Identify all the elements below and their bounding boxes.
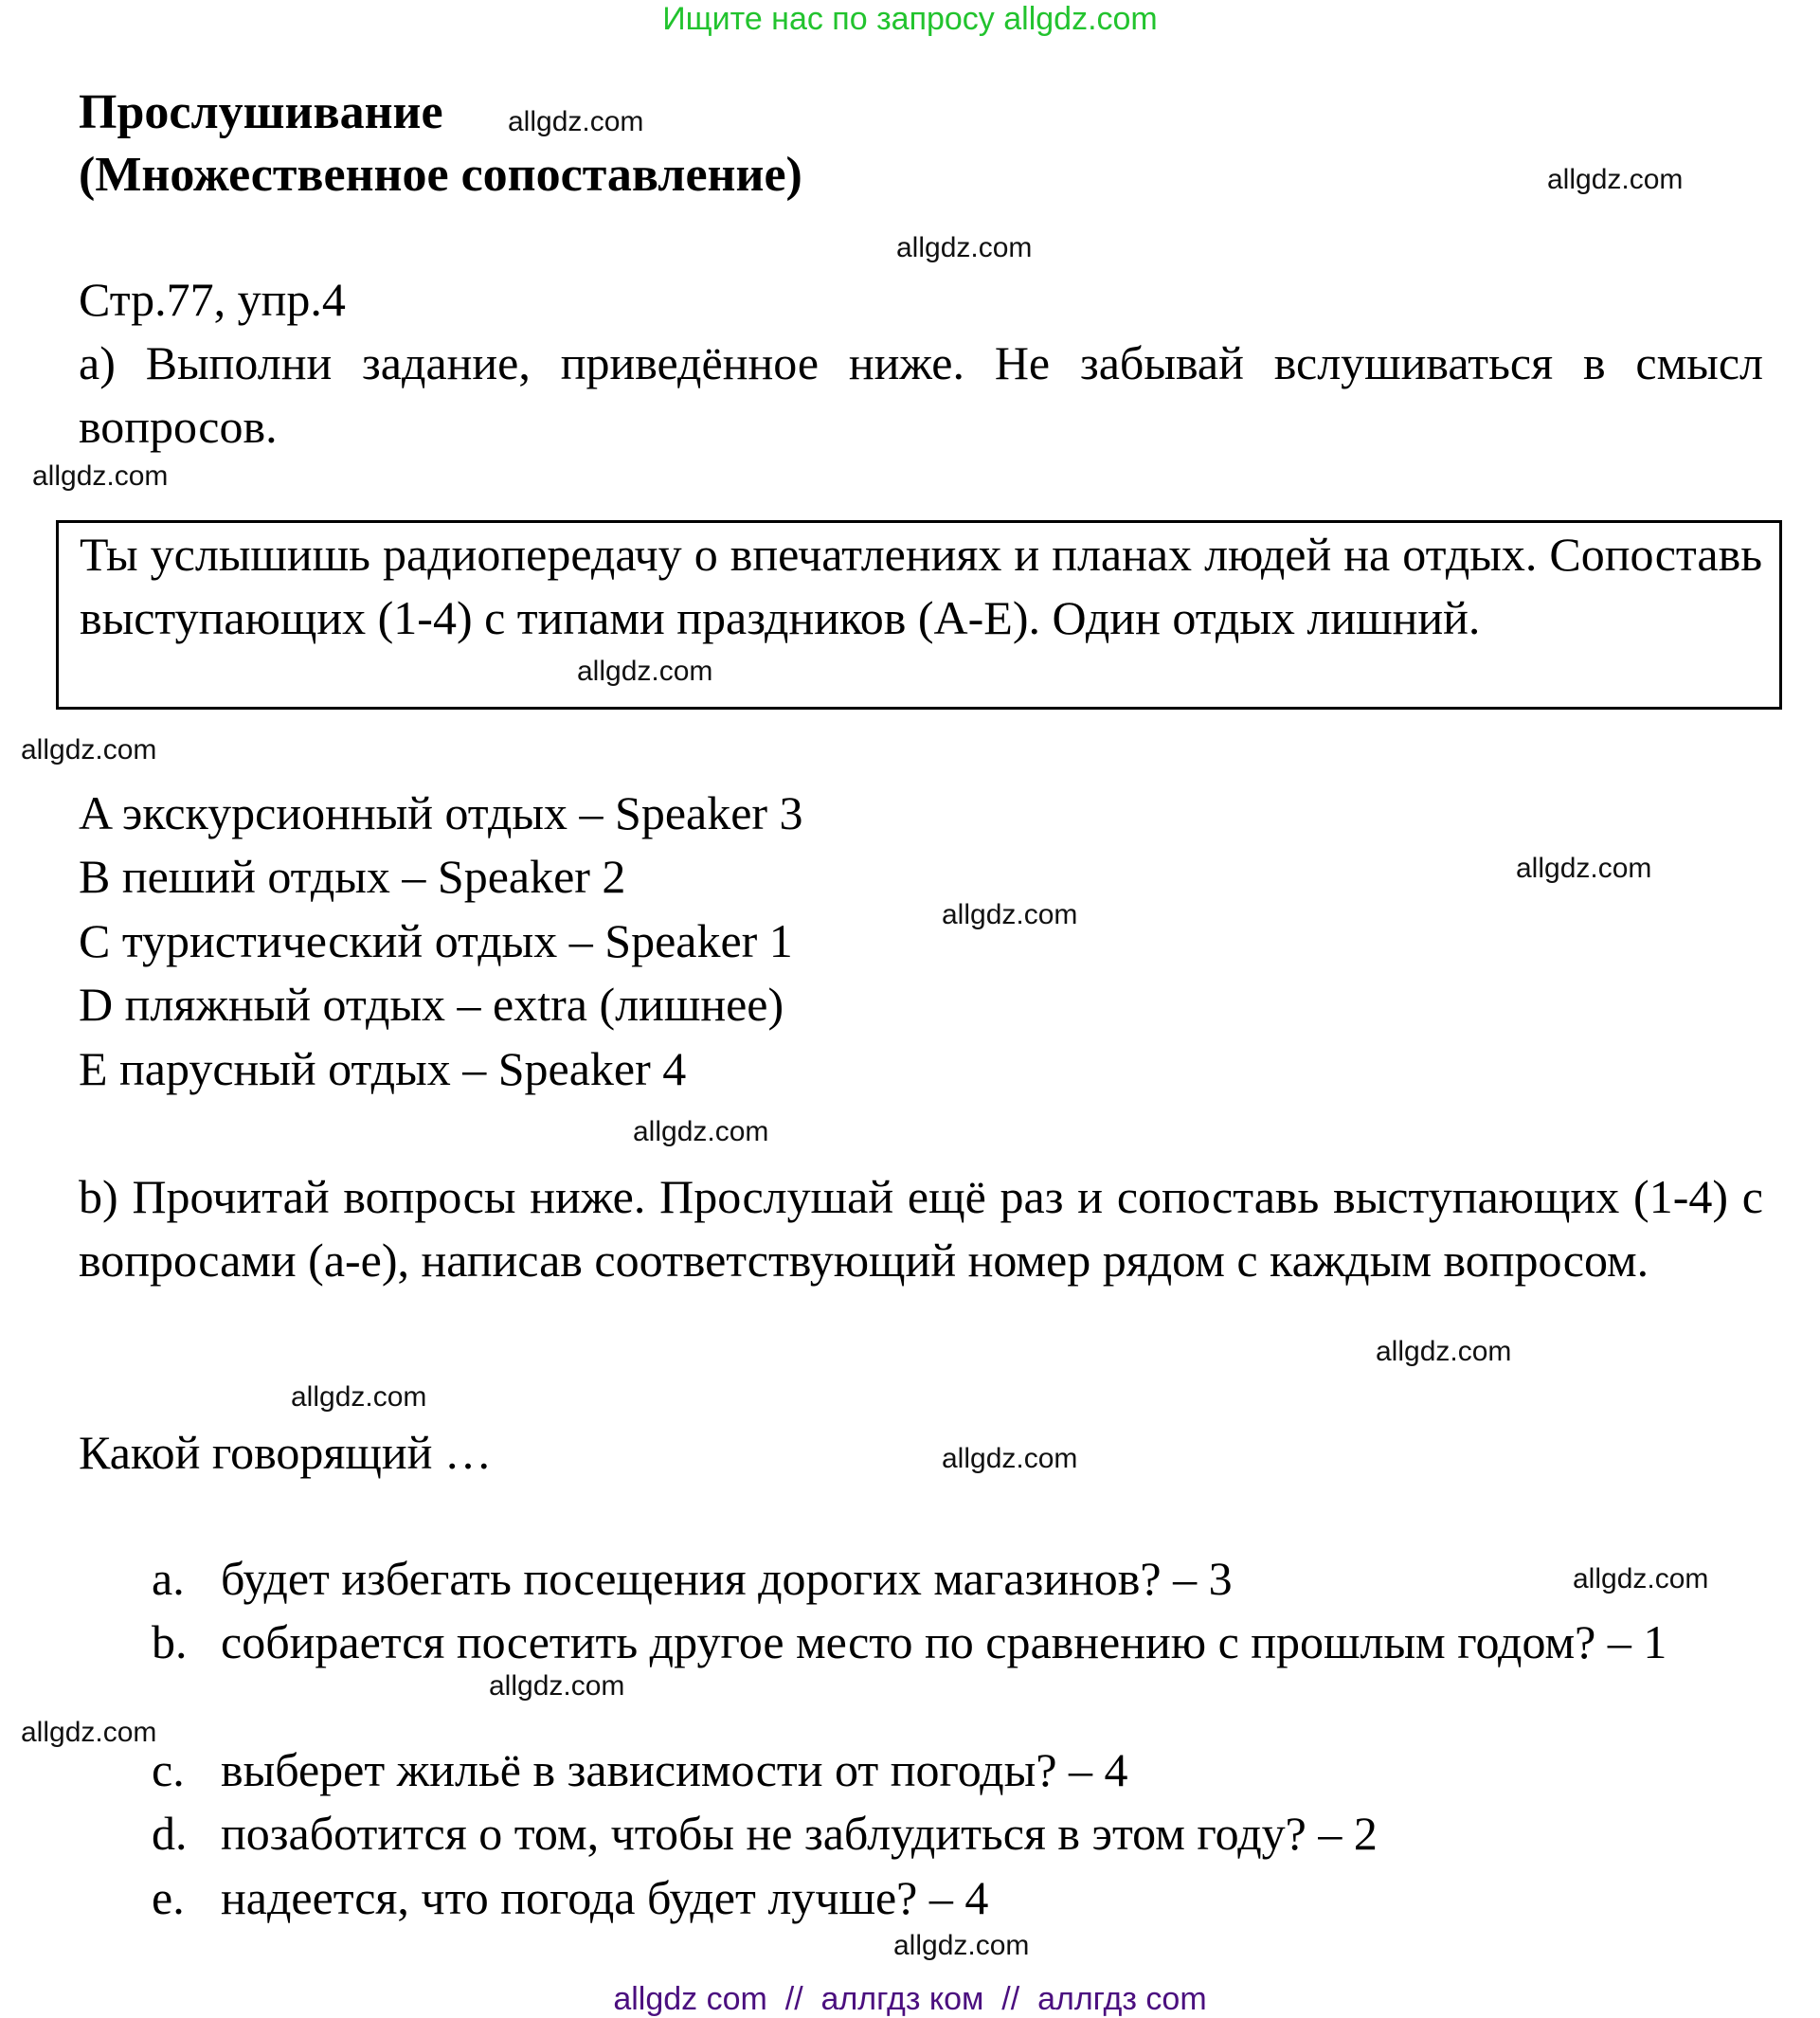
watermark: allgdz.com [1547,164,1684,195]
answer-text: пеший отдых – Speaker 2 [121,850,626,903]
task-box-text: Ты услышишь радиопередачу о впечатлениях и планах людей на отдых. Сопоставь выступающих (1-4) с типами праздников (A-E). Один отдых лишний. [80,528,1762,644]
answer-text: парусный отдых – Speaker 4 [119,1042,687,1095]
watermark: allgdz.com [508,106,644,137]
watermark: allgdz.com [896,232,1033,263]
question-text: будет избегать посещения дорогих магазинов? – 3 [221,1552,1233,1605]
answer-letter: C [79,914,111,967]
question-letter: e. [152,1871,185,1924]
question-text: выберет жильё в зависимости от погоды? – 4 [221,1743,1128,1796]
part-a-instruction: а) Выполни задание, приведённое ниже. Не забывай вслушиваться в смысл вопросов. [79,336,1763,453]
answer-item [79,782,803,845]
question-text: собирается посетить другое место по сравнению с прошлым годом? – 1 [221,1615,1667,1668]
watermark: allgdz.com [633,1116,769,1147]
page-title-line2: (Множественное сопоставление) [79,148,802,202]
watermark: allgdz.com [577,656,713,687]
answer-item [79,910,793,973]
answer-letter: A [79,786,111,839]
watermark: allgdz.com [1573,1563,1709,1595]
footer-watermark[interactable]: allgdz com // аллгдз ком // аллгдз com [613,1981,1207,2017]
answer-text: экскурсионный отдых – Speaker 3 [121,786,803,839]
answer-letter: B [79,850,111,903]
watermark: allgdz.com [942,899,1078,930]
exercise-reference: Стр.77, упр.4 [79,273,346,326]
answer-letter: D [79,978,114,1031]
watermark: allgdz.com [32,460,169,492]
watermark: allgdz.com [1376,1336,1512,1367]
answer-item [79,1037,686,1101]
answer-letter: E [79,1042,108,1095]
task-box [56,520,1782,710]
watermark: allgdz.com [489,1670,625,1702]
watermark: allgdz.com [942,1443,1078,1474]
part-b-lead: Какой говорящий … [79,1426,492,1479]
watermark: allgdz.com [1516,853,1652,884]
answer-item [79,845,625,909]
part-b-instruction: b) Прочитай вопросы ниже. Прослушай ещё раз и сопоставь выступающих (1-4) с вопросами (a-e), написав соответствующий номер рядом с каждым вопросом. [79,1170,1763,1287]
watermark: allgdz.com [21,734,157,766]
question-letter: a. [152,1552,185,1605]
question-text: надеется, что погода будет лучше? – 4 [221,1871,989,1924]
question-letter: c. [152,1743,185,1796]
question-letter: b. [152,1615,188,1668]
watermark: allgdz.com [893,1930,1030,1961]
question-letter: d. [152,1807,188,1860]
answer-text: пляжный отдых – extra (лишнее) [124,978,784,1031]
question-text: позаботится о том, чтобы не заблудиться в этом году? – 2 [221,1807,1378,1860]
top-banner[interactable]: Ищите нас по запросу allgdz.com [662,1,1158,37]
answer-text: туристический отдых – Speaker 1 [121,914,793,967]
page-title-line1: Прослушивание [79,85,443,139]
watermark: allgdz.com [21,1717,157,1748]
watermark: allgdz.com [291,1381,427,1413]
answer-item [79,973,784,1036]
